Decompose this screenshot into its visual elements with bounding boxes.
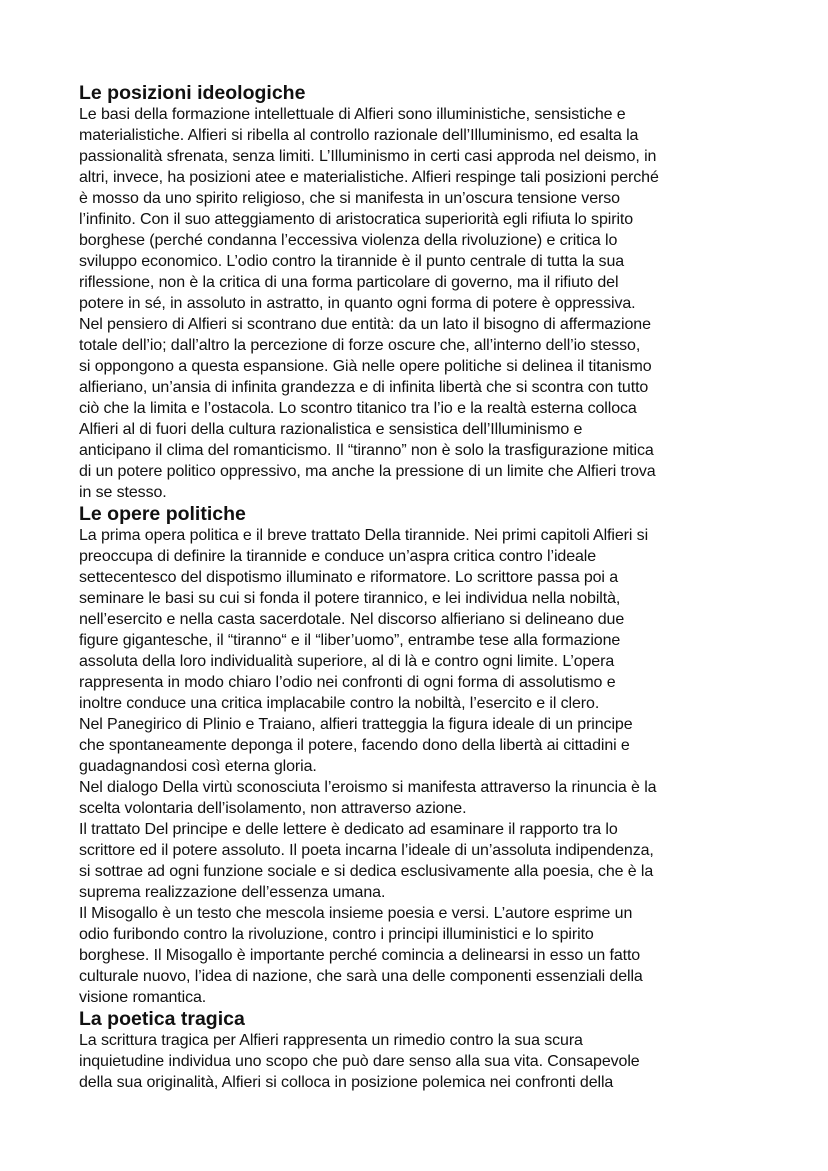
text-line: borghese (perché condanna l’eccessiva violenza della rivoluzione) e critica lo xyxy=(79,232,618,249)
text-line: La scrittura tragica per Alfieri rappresenta un rimedio contro la sua scura xyxy=(79,1032,583,1049)
text-line: guadagnandosi così eterna gloria. xyxy=(79,758,317,775)
text-line: l’infinito. Con il suo atteggiamento di aristocratica superiorità egli rifiuta lo spirito xyxy=(79,211,634,228)
section-body xyxy=(79,1030,759,1093)
text-line: odio furibondo contro la rivoluzione, contro i principi illuministici e lo spirito xyxy=(79,926,594,943)
text-line: materialistiche. Alfieri si ribella al controllo razionale dell’Illuminismo, ed esalta la xyxy=(79,127,639,144)
text-line: si sottrae ad ogni funzione sociale e si dedica esclusivamente alla poesia, che è la xyxy=(79,863,654,880)
section-body xyxy=(79,525,759,1008)
document-page xyxy=(79,82,759,1093)
text-line: sviluppo economico. L’odio contro la tirannide è il punto centrale di tutta la sua xyxy=(79,253,625,270)
text-line: alfieriano, un’ansia di infinita grandezza e di infinita libertà che si scontra con tutto xyxy=(79,379,649,396)
text-line: Il trattato Del principe e delle lettere è dedicato ad esaminare il rapporto tra lo xyxy=(79,821,618,838)
text-line: seminare le basi su cui si fonda il potere tirannico, e lei individua nella nobiltà, xyxy=(79,590,621,607)
text-line: Nel pensiero di Alfieri si scontrano due entità: da un lato il bisogno di affermazione xyxy=(79,316,651,333)
text-line: di un potere politico oppressivo, ma anche la pressione di un limite che Alfieri trova xyxy=(79,463,656,480)
text-line: ciò che la limita e l’ostacola. Lo scontro titanico tra l’io e la realtà esterna colloca xyxy=(79,400,637,417)
text-line: si oppongono a questa espansione. Già nelle opere politiche si delinea il titanismo xyxy=(79,358,652,375)
text-line: della sua originalità, Alfieri si colloca in posizione polemica nei confronti della xyxy=(79,1074,614,1091)
text-line: preoccupa di definire la tirannide e conduce un’aspra critica contro l’ideale xyxy=(79,548,597,565)
text-line: inoltre conduce una critica implacabile contro la nobiltà, l’esercito e il clero. xyxy=(79,695,600,712)
section-opere-politiche xyxy=(79,503,759,1008)
text-line: riflessione, non è la critica di una forma particolare di governo, ma il rifiuto del xyxy=(79,274,619,291)
text-line: è mosso da uno spirito religioso, che si manifesta in un’oscura tensione verso xyxy=(79,190,620,207)
text-line: rappresenta in modo chiaro l’odio nei confronti di ogni forma di assolutismo e xyxy=(79,674,616,691)
section-heading: La poetica tragica xyxy=(79,1008,245,1030)
text-line: Nel dialogo Della virtù sconosciuta l’eroismo si manifesta attraverso la rinuncia è la xyxy=(79,779,657,796)
text-line: inquietudine individua uno scopo che può dare senso alla sua vita. Consapevole xyxy=(79,1053,640,1070)
section-poetica-tragica xyxy=(79,1008,759,1093)
text-line: visione romantica. xyxy=(79,989,207,1006)
text-line: anticipano il clima del romanticismo. Il “tiranno” non è solo la trasfigurazione mitica xyxy=(79,442,654,459)
section-body xyxy=(79,104,759,503)
text-line: culturale nuovo, l’idea di nazione, che sarà una delle componenti essenziali della xyxy=(79,968,643,985)
text-line: figure gigantesche, il “tiranno“ e il “liber’uomo”, entrambe tese alla formazione xyxy=(79,632,621,649)
text-line: nell’esercito e nella casta sacerdotale. Nel discorso alfieriano si delineano due xyxy=(79,611,625,628)
text-line: Il Misogallo è un testo che mescola insieme poesia e versi. L’autore esprime un xyxy=(79,905,633,922)
section-heading: Le opere politiche xyxy=(79,503,246,525)
text-line: potere in sé, in assoluto in astratto, in quanto ogni forma di potere è oppressiva. xyxy=(79,295,636,312)
text-line: scelta volontaria dell’isolamento, non attraverso azione. xyxy=(79,800,467,817)
section-posizioni-ideologiche xyxy=(79,82,759,503)
text-line: altri, invece, ha posizioni atee e materialistiche. Alfieri respinge tali posizioni perché xyxy=(79,169,659,186)
text-line: scrittore ed il potere assoluto. Il poeta incarna l’ideale di un’assoluta indipendenza, xyxy=(79,842,654,859)
text-line: Le basi della formazione intellettuale di Alfieri sono illuministiche, sensistiche e xyxy=(79,106,626,123)
text-line: che spontaneamente deponga il potere, facendo dono della libertà ai cittadini e xyxy=(79,737,630,754)
text-line: borghese. Il Misogallo è importante perché comincia a delinearsi in esso un fatto xyxy=(79,947,641,964)
text-line: La prima opera politica e il breve trattato Della tirannide. Nei primi capitoli Alfieri si xyxy=(79,527,649,544)
text-line: in se stesso. xyxy=(79,484,167,501)
text-line: suprema realizzazione dell’essenza umana. xyxy=(79,884,386,901)
text-line: totale dell’io; dall’altro la percezione di forze oscure che, all’interno dell’io stesso, xyxy=(79,337,641,354)
text-line: assoluta della loro individualità superiore, al di là e contro ogni limite. L’opera xyxy=(79,653,615,670)
section-heading: Le posizioni ideologiche xyxy=(79,82,306,104)
text-line: Nel Panegirico di Plinio e Traiano, alfieri tratteggia la figura ideale di un principe xyxy=(79,716,633,733)
text-line: settecentesco del dispotismo illuminato e riformatore. Lo scrittore passa poi a xyxy=(79,569,619,586)
text-line: passionalità sfrenata, senza limiti. L’Illuminismo in certi casi approda nel deismo, in xyxy=(79,148,657,165)
text-line: Alfieri al di fuori della cultura razionalistica e sensistica dell’Illuminismo e xyxy=(79,421,583,438)
